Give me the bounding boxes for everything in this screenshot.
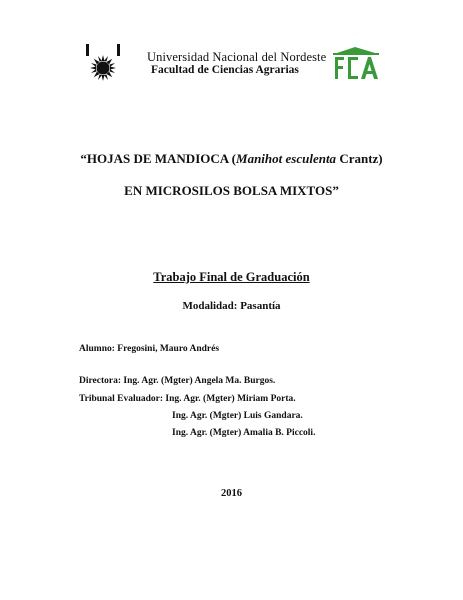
fca-logo-icon	[331, 47, 381, 81]
title-prefix: “HOJAS DE MANDIOCA (	[80, 151, 237, 166]
thesis-title-line-2: EN MICROSILOS BOLSA MIXTOS”	[124, 183, 339, 198]
year: 2016	[221, 488, 242, 499]
work-modality: Modalidad: Pasantía	[182, 300, 281, 312]
university-name: Universidad Nacional del Nordeste	[147, 50, 327, 64]
faculty-name: Facultad de Ciencias Agrarias	[151, 64, 299, 76]
tribunal-line-1: Tribunal Evaluador: Ing. Agr. (Mgter) Miriam Porta.	[79, 394, 296, 404]
thesis-title-line-1	[0, 151, 463, 167]
unne-sun-logo-icon	[86, 44, 120, 82]
tribunal-line-3: Ing. Agr. (Mgter) Amalia B. Piccoli.	[172, 428, 316, 438]
tribunal-line-2: Ing. Agr. (Mgter) Luis Gandara.	[172, 411, 303, 421]
title-species: Manihot esculenta	[236, 151, 337, 166]
title-suffix: Crantz)	[336, 151, 383, 166]
student-line: Alumno: Fregosini, Mauro Andrés	[79, 344, 220, 354]
director-line: Directora: Ing. Agr. (Mgter) Angela Ma. Burgos.	[79, 376, 276, 386]
work-type: Trabajo Final de Graduación	[153, 270, 310, 284]
